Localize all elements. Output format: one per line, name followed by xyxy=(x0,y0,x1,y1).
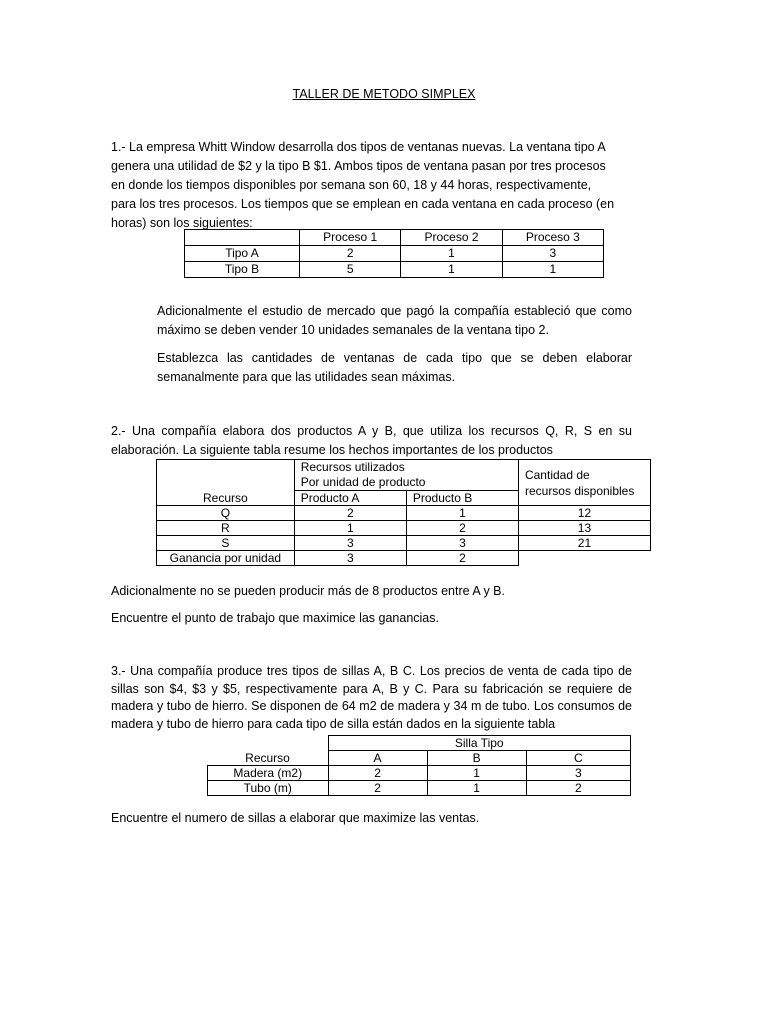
table-cell: Madera (m2) xyxy=(208,766,329,781)
problem1-line: en donde los tiempos disponibles por semana son 60, 18 y 44 horas, respectivamente, xyxy=(111,178,592,192)
problem1-extra: Adicionalmente el estudio de mercado que pagó la compañía estableció que como máximo se deben vender 10 unidades semanales de la ventana tipo 2. xyxy=(157,304,632,337)
problem2-extra: Adicionalmente no se pueden producir más de 8 productos entre A y B. xyxy=(111,584,505,598)
problem1-line: 1.- La empresa Whitt Window desarrolla dos tipos de ventanas nuevas. La ventana tipo A xyxy=(111,140,606,154)
table-cell: 1 xyxy=(502,262,603,278)
table-cell: 3 xyxy=(526,766,630,781)
problem3-statement: 3.- Una compañía produce tres tipos de sillas A, B C. Los precios de venta de cada tipo de sillas son $4, $3 y $5, respectivamente para A, B y C. Para su fabricación se requiere de madera y tubo de hierro. Se disponen de 64 m2 de madera y 34 m de tubo. Los consumos de madera y tubo de hierro para cada tipo de silla están dados en la siguiente tabla xyxy=(111,664,632,731)
problem2-statement: 2.- Una compañía elabora dos productos A y B, que utiliza los recursos Q, R, S en su elaboración. La siguiente tabla resume los hechos importantes de los productos xyxy=(111,424,632,457)
table-cell: 1 xyxy=(427,781,526,796)
table-cell: 2 xyxy=(300,246,401,262)
table-cell: 21 xyxy=(518,536,650,551)
table-cell: 1 xyxy=(427,766,526,781)
table-cell: R xyxy=(157,521,295,536)
chairs-table xyxy=(207,735,631,796)
group-header: Silla Tipo xyxy=(328,736,631,751)
available-header xyxy=(518,460,650,506)
resource-header: Recurso xyxy=(157,460,295,506)
group-header xyxy=(294,460,518,491)
resource-header: Recurso xyxy=(245,750,290,765)
table-cell: 1 xyxy=(401,262,502,278)
problem1-line: genera una utilidad de $2 y la tipo B $1. Ambos tipos de ventana pasan por tres procesos xyxy=(111,159,606,173)
table-cell: 3 xyxy=(294,551,406,566)
table-header-cell: Proceso 1 xyxy=(300,230,401,246)
problem1-line: para los tres procesos. Los tiempos que se emplean en cada ventana en cada proceso (en xyxy=(111,197,615,211)
table-header-cell: A xyxy=(328,751,427,766)
table-cell xyxy=(185,230,300,246)
table-cell: 2 xyxy=(294,506,406,521)
table-cell: Ganancia por unidad xyxy=(157,551,295,566)
table-cell: 2 xyxy=(526,781,630,796)
available-header-line: Cantidad de xyxy=(524,467,590,482)
problem1-line: horas) son los siguientes: xyxy=(111,216,253,230)
table-cell: Tubo (m) xyxy=(208,781,329,796)
table-row xyxy=(157,521,651,536)
table-header-cell: Proceso 2 xyxy=(401,230,502,246)
table-cell: 2 xyxy=(328,766,427,781)
table-cell: 2 xyxy=(406,551,518,566)
table-cell: 3 xyxy=(502,246,603,262)
table-header-cell: B xyxy=(427,751,526,766)
table-cell: 2 xyxy=(328,781,427,796)
product-a-header: Producto A xyxy=(294,491,406,506)
available-header-line: recursos disponibles xyxy=(524,483,635,498)
empty-cell xyxy=(518,551,650,566)
table-row xyxy=(208,781,631,796)
table-row xyxy=(208,766,631,781)
group-header-line: Recursos utilizados xyxy=(300,460,405,474)
table-cell: 5 xyxy=(300,262,401,278)
table-cell: 12 xyxy=(518,506,650,521)
table-cell: Q xyxy=(157,506,295,521)
table-cell: Tipo A xyxy=(185,246,300,262)
table-header-row xyxy=(208,736,631,751)
table-row xyxy=(185,246,604,262)
table-row xyxy=(185,262,604,278)
table-cell: 13 xyxy=(518,521,650,536)
table-row xyxy=(157,536,651,551)
table-header-cell: Proceso 3 xyxy=(502,230,603,246)
table-header-cell: C xyxy=(526,751,630,766)
table-header-row xyxy=(185,230,604,246)
product-b-header: Producto B xyxy=(406,491,518,506)
problem3-task: Encuentre el numero de sillas a elaborar que maximize las ventas. xyxy=(111,811,480,825)
problem2-task: Encuentre el punto de trabajo que maximice las ganancias. xyxy=(111,611,439,625)
process-times-table xyxy=(184,229,604,278)
resources-table xyxy=(156,459,651,566)
document-title: TALLER DE METODO SIMPLEX xyxy=(292,87,476,101)
table-cell: Tipo B xyxy=(185,262,300,278)
table-cell: 3 xyxy=(294,536,406,551)
problem1-statement xyxy=(111,138,631,233)
table-cell: 1 xyxy=(294,521,406,536)
table-cell: 1 xyxy=(406,506,518,521)
table-cell: S xyxy=(157,536,295,551)
table-cell: 3 xyxy=(406,536,518,551)
empty-cell xyxy=(208,736,329,751)
group-header-line: Por unidad de producto xyxy=(300,475,426,489)
table-row xyxy=(157,506,651,521)
table-row xyxy=(157,551,651,566)
problem1-task: Establezca las cantidades de ventanas de cada tipo que se deben elaborar semanalmente para que las utilidades sean máximas. xyxy=(157,351,632,384)
table-header-row xyxy=(157,460,651,491)
table-cell: 2 xyxy=(406,521,518,536)
table-header-row xyxy=(208,751,631,766)
table-cell: 1 xyxy=(401,246,502,262)
